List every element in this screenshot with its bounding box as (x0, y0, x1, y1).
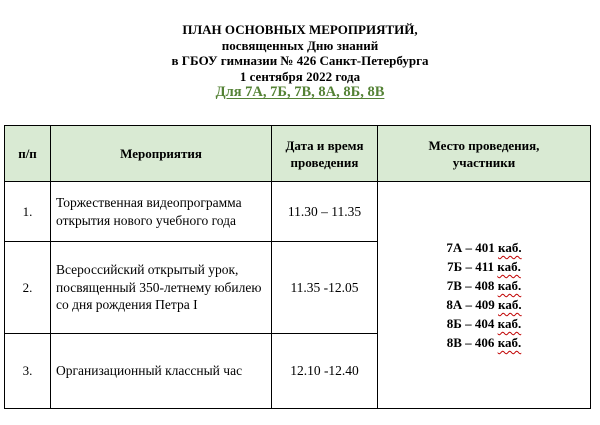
place-item: 7А – 401 каб. (446, 240, 522, 255)
place-item: 8В – 406 каб. (446, 335, 522, 350)
col-header-time: Дата и время проведения (272, 126, 378, 182)
row-number: 1. (5, 182, 51, 242)
places-cell (378, 182, 591, 409)
row-time: 12.10 -12.40 (272, 334, 378, 409)
row-number: 2. (5, 242, 51, 334)
col-header-event: Мероприятия (51, 126, 272, 182)
place-item: 7В – 408 каб. (446, 278, 522, 293)
row-event: Торжественная видеопрограмма открытия нового учебного года (51, 182, 272, 242)
table-header-row (5, 126, 591, 182)
title-line-3: в ГБОУ гимназии № 426 Санкт-Петербурга (171, 53, 429, 68)
place-item: 8Б – 404 каб. (446, 316, 522, 331)
classes-subtitle: Для 7А, 7Б, 7В, 8А, 8Б, 8В (215, 84, 385, 100)
row-number: 3. (5, 334, 51, 409)
title-line-4: 1 сентября 2022 года (239, 68, 361, 84)
place-item: 8А – 409 каб. (446, 297, 522, 312)
place-item: 7Б – 411 каб. (447, 259, 521, 274)
col-header-place: Место проведения, участники (378, 126, 591, 182)
row-time: 11.30 – 11.35 (272, 182, 378, 242)
title-line-2: посвященных Дню знаний (221, 37, 379, 53)
events-table (4, 125, 591, 409)
col-header-num: п/п (5, 126, 51, 182)
row-event: Организационный классный час (51, 334, 272, 409)
document-header (0, 22, 600, 101)
row-event: Всероссийский открытый урок, посвященный 350-летнему юбилею со дня рождения Петра I (51, 242, 272, 334)
row-time: 11.35 -12.05 (272, 242, 378, 334)
title-line-1: ПЛАН ОСНОВНЫХ МЕРОПРИЯТИЙ, (182, 22, 418, 37)
table-row (5, 182, 591, 242)
